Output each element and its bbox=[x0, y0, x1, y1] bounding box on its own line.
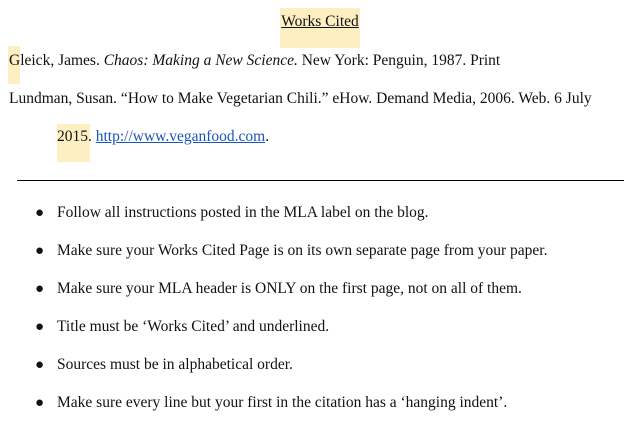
citation-gleick-details: New York: Penguin, 1987. Print bbox=[297, 52, 501, 69]
citation-lundman-year: 2015. bbox=[57, 128, 96, 145]
instruction-text: Make sure your Works Cited Page is on its own separate page from your paper. bbox=[57, 242, 548, 259]
citation-gleick-work: Chaos: Making a New Science. bbox=[103, 52, 298, 69]
instruction-text: Make sure every line but your first in the citation has a ‘hanging indent’. bbox=[57, 394, 508, 411]
works-cited-title: Works Cited bbox=[280, 8, 360, 48]
instructions-list bbox=[0, 203, 547, 431]
bullet-icon: ● bbox=[35, 357, 45, 373]
list-item bbox=[0, 279, 547, 317]
list-item bbox=[0, 317, 547, 355]
list-item bbox=[0, 355, 547, 393]
horizontal-divider bbox=[17, 180, 624, 181]
list-item bbox=[0, 393, 547, 431]
instruction-text: Sources must be in alphabetical order. bbox=[57, 356, 293, 373]
citation-lundman-line2 bbox=[57, 128, 269, 146]
bullet-icon: ● bbox=[35, 205, 45, 221]
list-item bbox=[0, 241, 547, 279]
list-item bbox=[0, 203, 547, 241]
instruction-text: Follow all instructions posted in the MLA label on the blog. bbox=[57, 204, 429, 221]
citation-link[interactable]: http://www.veganfood.com bbox=[95, 128, 266, 145]
citation-lundman-period: . bbox=[265, 128, 270, 145]
bullet-icon: ● bbox=[35, 243, 45, 259]
citation-lundman-line1: Lundman, Susan. “How to Make Vegetarian Chili.” eHow. Demand Media, 2006. Web. 6 July bbox=[9, 90, 592, 107]
citation-gleick-author: Gleick, James. bbox=[9, 52, 104, 69]
instruction-text: Make sure your MLA header is ONLY on the first page, not on all of them. bbox=[57, 280, 522, 297]
bullet-icon: ● bbox=[35, 395, 45, 411]
citation-gleick bbox=[9, 52, 500, 70]
instruction-text: Title must be ‘Works Cited’ and underlined. bbox=[57, 318, 330, 335]
bullet-icon: ● bbox=[35, 319, 45, 335]
bullet-icon: ● bbox=[35, 281, 45, 297]
